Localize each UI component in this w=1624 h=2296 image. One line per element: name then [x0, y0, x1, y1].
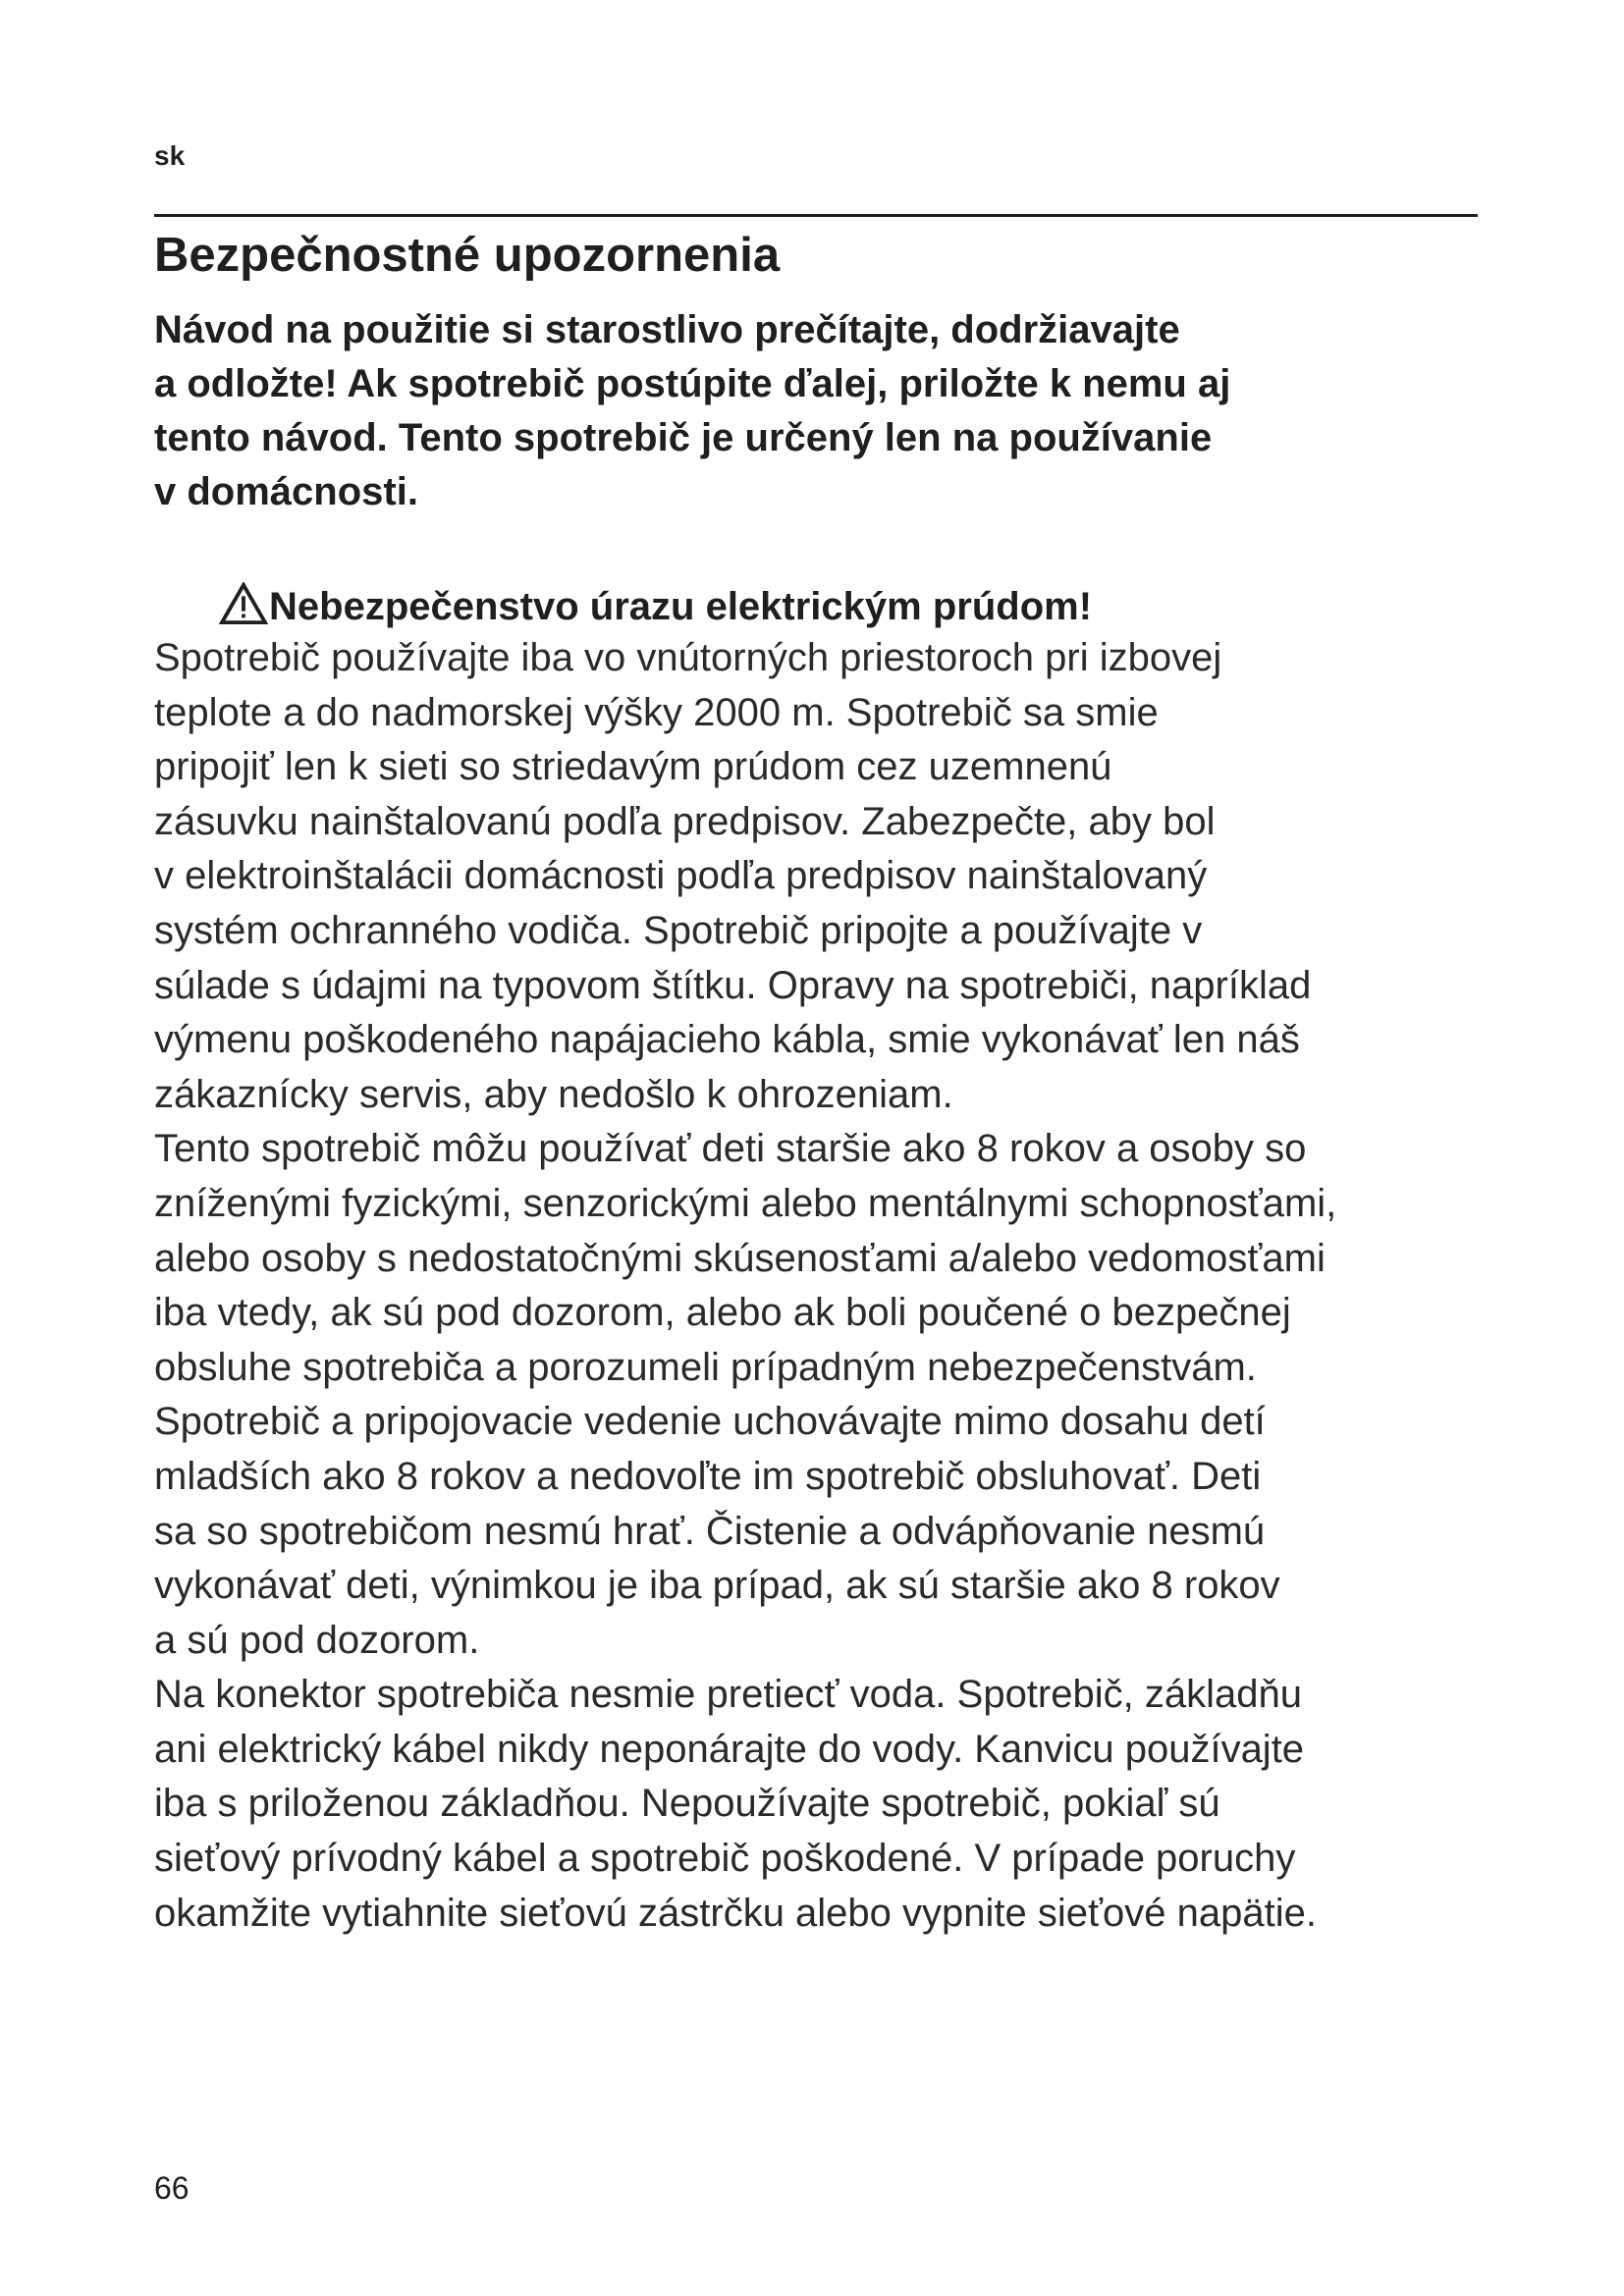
- section-title: Bezpečnostné upozornenia: [154, 229, 781, 282]
- body-line: v elektroinštalácii domácnosti podľa predpisov nainštalovaný: [154, 854, 1208, 898]
- body-line: sa so spotrebičom nesmú hrať. Čistenie a odvápňovanie nesmú: [154, 1509, 1266, 1553]
- body-line: Na konektor spotrebiča nesmie pretiecť voda. Spotrebič, základňu: [154, 1673, 1302, 1717]
- body-line: ani elektrický kábel nikdy neponárajte do vody. Kanvicu používajte: [154, 1727, 1305, 1771]
- intro-line: a odložte! Ak spotrebič postúpite ďalej, priložte k nemu aj: [154, 362, 1231, 405]
- body-line: vykonávať deti, výnimkou je iba prípad, ak sú staršie ako 8 rokov: [154, 1564, 1280, 1608]
- body-line: sieťový prívodný kábel a spotrebič poškodené. V prípade poruchy: [154, 1837, 1296, 1881]
- intro-paragraph: [154, 303, 1391, 519]
- intro-line: v domácnosti.: [154, 470, 418, 513]
- body-line: a sú pod dozorom.: [154, 1618, 480, 1662]
- warning-heading: [218, 579, 1092, 634]
- safety-body-text: [154, 631, 1489, 1941]
- intro-line: Návod na použitie si starostlivo prečítajte, dodržiavajte: [154, 308, 1180, 351]
- body-line: obsluhe spotrebiča a porozumeli prípadným nebezpečenstvám.: [154, 1345, 1257, 1389]
- body-line: systém ochranného vodiča. Spotrebič pripojte a používajte v: [154, 908, 1203, 952]
- body-line: zásuvku nainštalovanú podľa predpisov. Zabezpečte, aby bol: [154, 799, 1216, 843]
- body-line: Tento spotrebič môžu používať deti staršie ako 8 rokov a osoby so: [154, 1127, 1307, 1171]
- header-divider: [154, 214, 1478, 217]
- body-line: iba s priloženou základňou. Nepoužívajte spotrebič, pokiaľ sú: [154, 1782, 1220, 1826]
- language-tag: sk: [154, 140, 186, 171]
- body-line: Spotrebič a pripojovacie vedenie uchovávajte mimo dosahu detí: [154, 1400, 1266, 1444]
- body-line: alebo osoby s nedostatočnými skúsenosťami a/alebo vedomosťami: [154, 1236, 1326, 1280]
- body-line: iba vtedy, ak sú pod dozorom, alebo ak boli poučené o bezpečnej: [154, 1291, 1291, 1335]
- body-line: okamžite vytiahnite sieťovú zástrčku alebo vypnite sieťové napätie.: [154, 1891, 1317, 1935]
- body-line: zníženými fyzickými, senzorickými alebo mentálnymi schopnosťami,: [154, 1181, 1337, 1225]
- body-line: Spotrebič používajte iba vo vnútorných priestoroch pri izbovej: [154, 636, 1222, 679]
- warning-triangle-icon: [218, 582, 269, 625]
- body-line: teplote a do nadmorskej výšky 2000 m. Spotrebič sa smie: [154, 690, 1159, 734]
- body-line: pripojiť len k sieti so striedavým prúdom cez uzemnenú: [154, 745, 1112, 789]
- intro-line: tento návod. Tento spotrebič je určený len na používanie: [154, 416, 1213, 459]
- body-line: výmenu poškodeného napájacieho kábla, smie vykonávať len náš: [154, 1018, 1300, 1062]
- body-line: zákaznícky servis, aby nedošlo k ohrozeniam.: [154, 1072, 953, 1116]
- body-line: mladších ako 8 rokov a nedovoľte im spotrebič obsluhovať. Deti: [154, 1454, 1262, 1498]
- page-number: 66: [154, 2170, 189, 2206]
- warning-heading-text: Nebezpečenstvo úrazu elektrickým prúdom!: [269, 585, 1093, 628]
- body-line: súlade s údajmi na typovom štítku. Opravy na spotrebiči, napríklad: [154, 963, 1312, 1007]
